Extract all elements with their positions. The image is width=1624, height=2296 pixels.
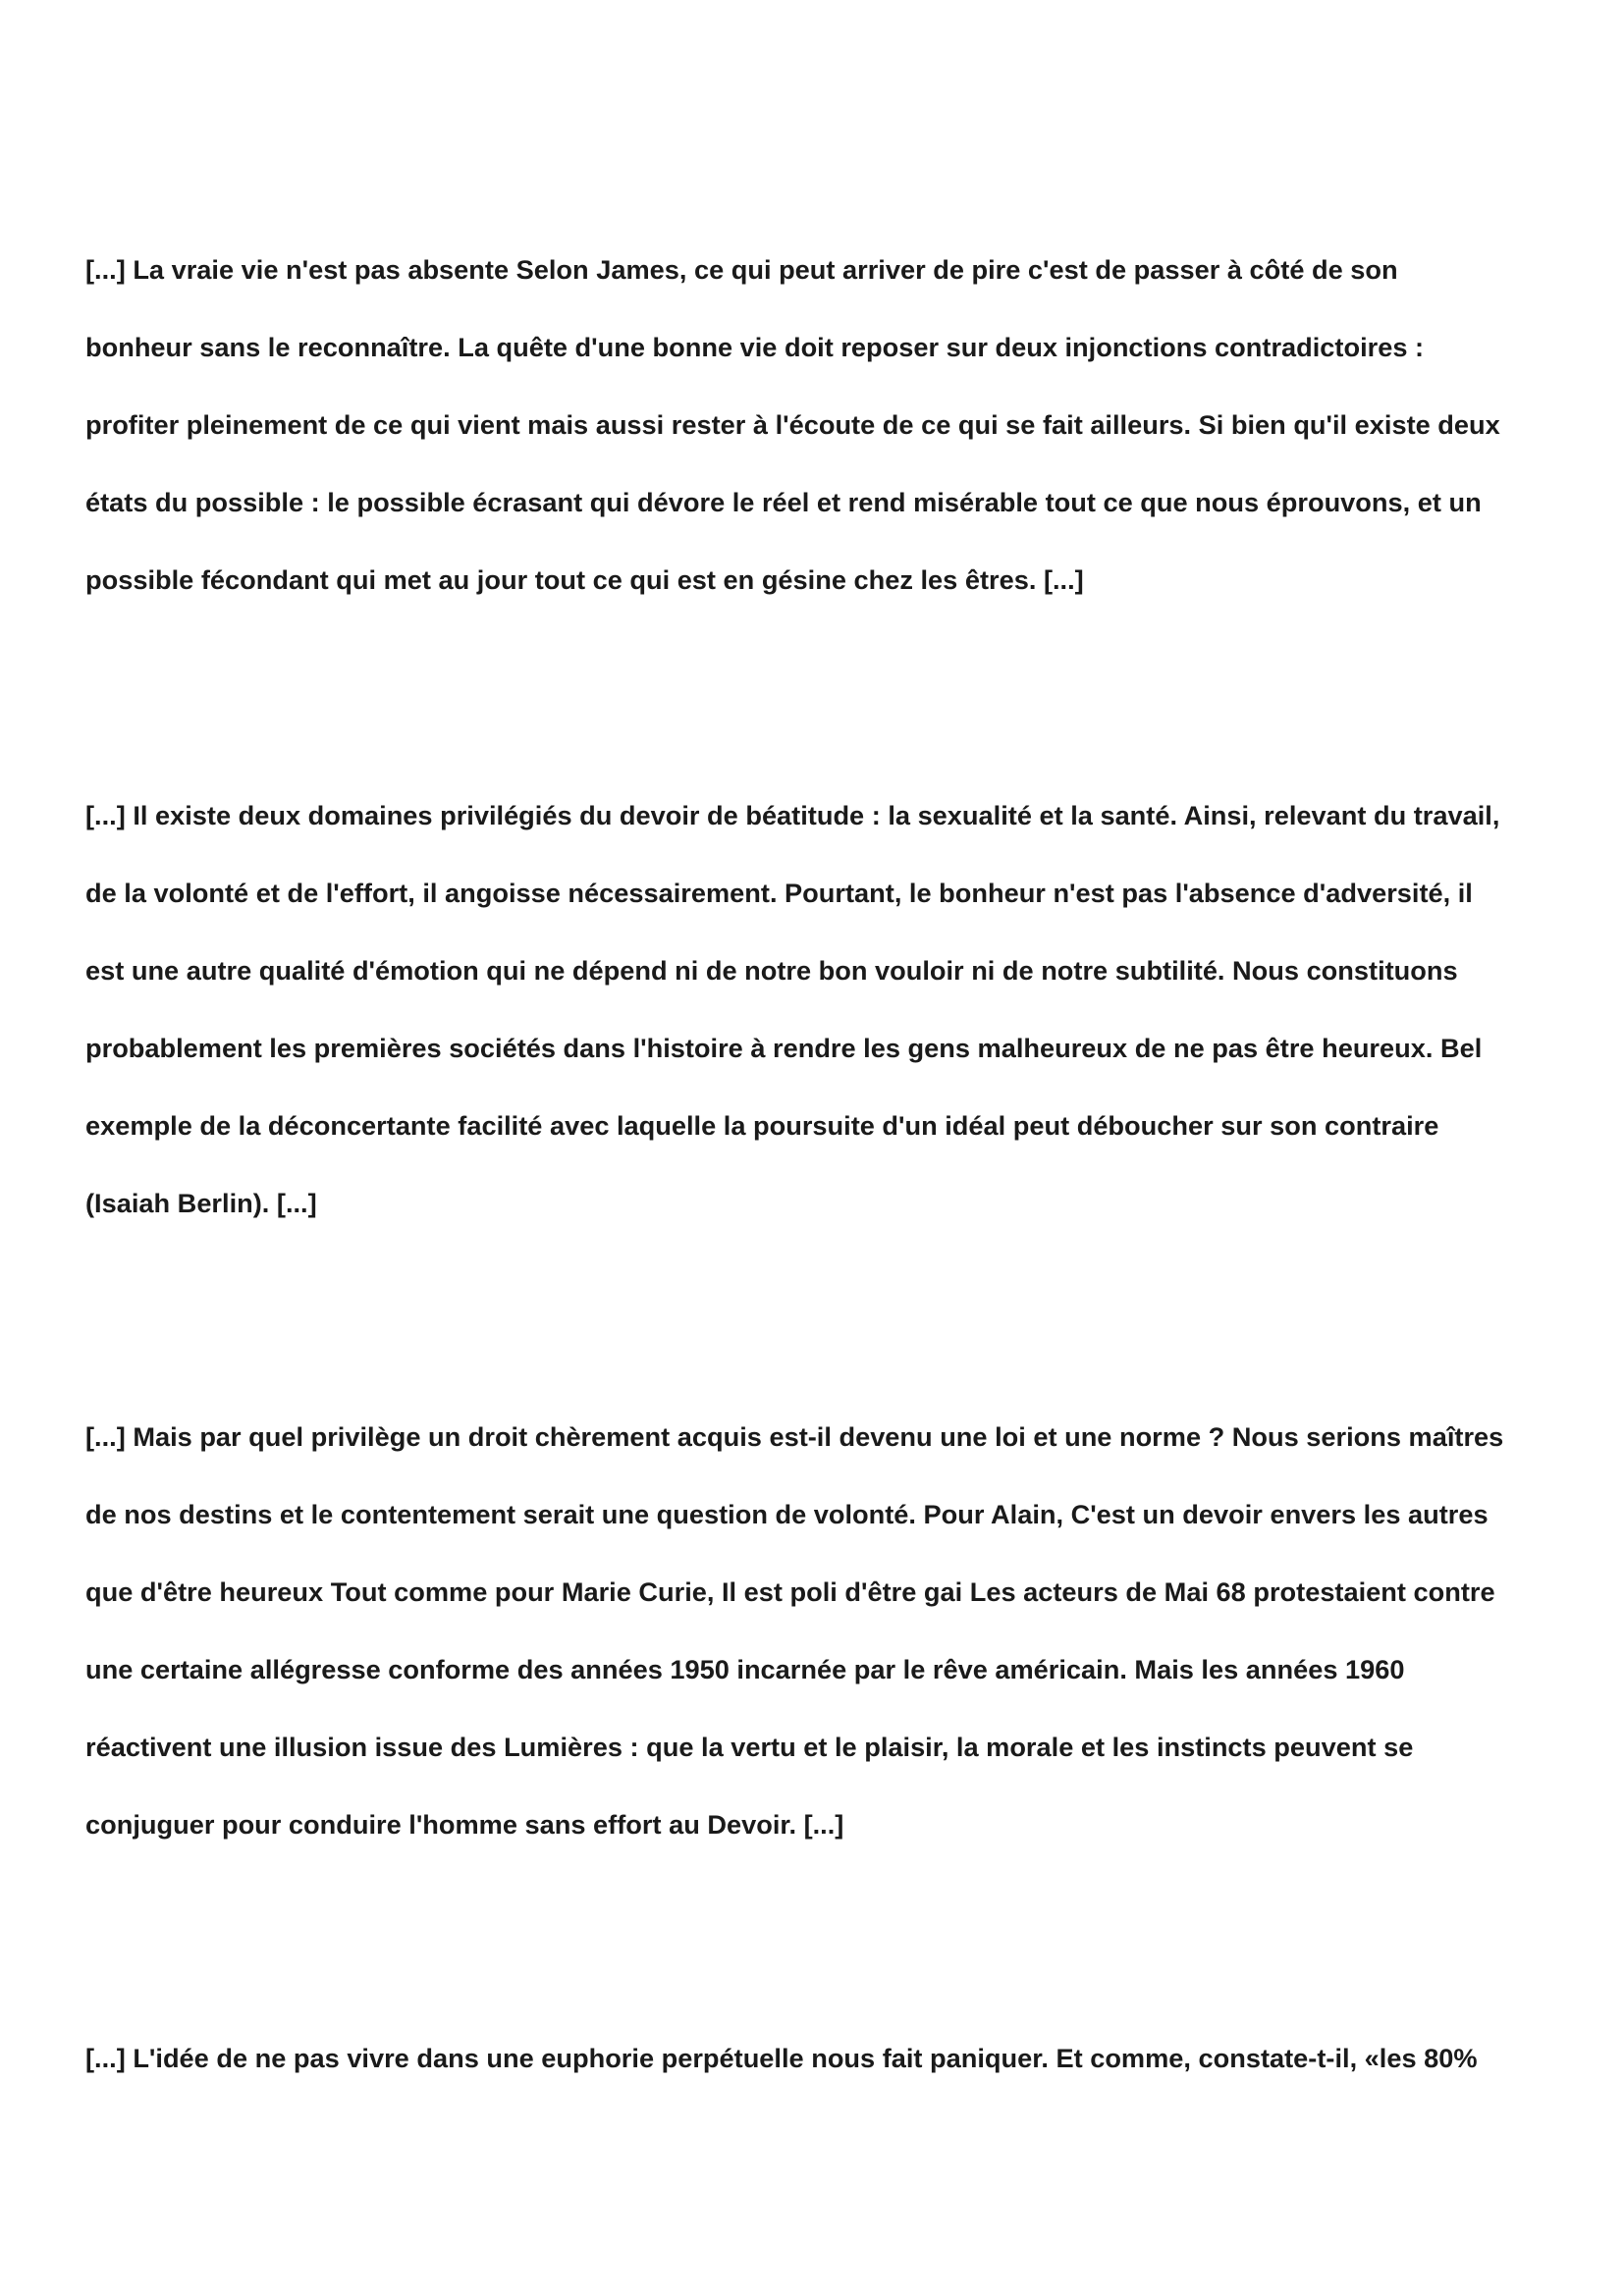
paragraph-line: [...] L'idée de ne pas vivre dans une euphorie perpétuelle nous fait paniquer. Et comme, constate-t-il, «les 80%: [85, 2043, 1478, 2073]
paragraph-line: possible fécondant qui met au jour tout ce qui est en gésine chez les êtres. [...]: [85, 564, 1084, 595]
paragraph-2: [85, 776, 1558, 1242]
paragraph-line: de la volonté et de l'effort, il angoisse nécessairement. Pourtant, le bonheur n'est pas l'absence d'adversité, il: [85, 878, 1473, 908]
paragraph-line: exemple de la déconcertante facilité avec laquelle la poursuite d'un idéal peut déboucher sur son contraire: [85, 1110, 1439, 1141]
paragraph-line: conjuguer pour conduire l'homme sans effort au Devoir. [...]: [85, 1809, 844, 1840]
paragraph-line: états du possible : le possible écrasant qui dévore le réel et rend misérable tout ce que nous éprouvons, et un: [85, 487, 1482, 517]
paragraph-line: de nos destins et le contentement serait une question de volonté. Pour Alain, C'est un devoir envers les autres: [85, 1499, 1489, 1529]
paragraph-4: [85, 2019, 1558, 2097]
paragraph-line: profiter pleinement de ce qui vient mais aussi rester à l'écoute de ce qui se fait ailleurs. Si bien qu'il existe deux: [85, 409, 1500, 440]
paragraph-line: bonheur sans le reconnaître. La quête d'une bonne vie doit reposer sur deux injonctions contradictoires :: [85, 332, 1425, 362]
paragraph-line: [...] Il existe deux domaines privilégiés du devoir de béatitude : la sexualité et la santé. Ainsi, relevant du travail,: [85, 800, 1500, 830]
paragraph-1: [85, 231, 1558, 618]
paragraph-line: réactivent une illusion issue des Lumières : que la vertu et le plaisir, la morale et les instincts peuvent se: [85, 1732, 1414, 1762]
paragraph-line: [...] La vraie vie n'est pas absente Selon James, ce qui peut arriver de pire c'est de passer à côté de son: [85, 254, 1398, 285]
paragraph-line: que d'être heureux Tout comme pour Marie Curie, Il est poli d'être gai Les acteurs de Mai 68 protestaient contre: [85, 1576, 1495, 1607]
paragraph-line: probablement les premières sociétés dans l'histoire à rendre les gens malheureux de ne pas être heureux. Bel: [85, 1033, 1483, 1063]
paragraph-3: [85, 1398, 1558, 1863]
paragraph-line: [...] Mais par quel privilège un droit chèrement acquis est-il devenu une loi et une norme ? Nous serions maîtres: [85, 1421, 1504, 1452]
paragraph-line: (Isaiah Berlin). [...]: [85, 1188, 317, 1218]
paragraph-line: est une autre qualité d'émotion qui ne dépend ni de notre bon vouloir ni de notre subtilité. Nous constituons: [85, 955, 1458, 986]
paragraph-line: une certaine allégresse conforme des années 1950 incarnée par le rêve américain. Mais les années 1960: [85, 1654, 1405, 1684]
